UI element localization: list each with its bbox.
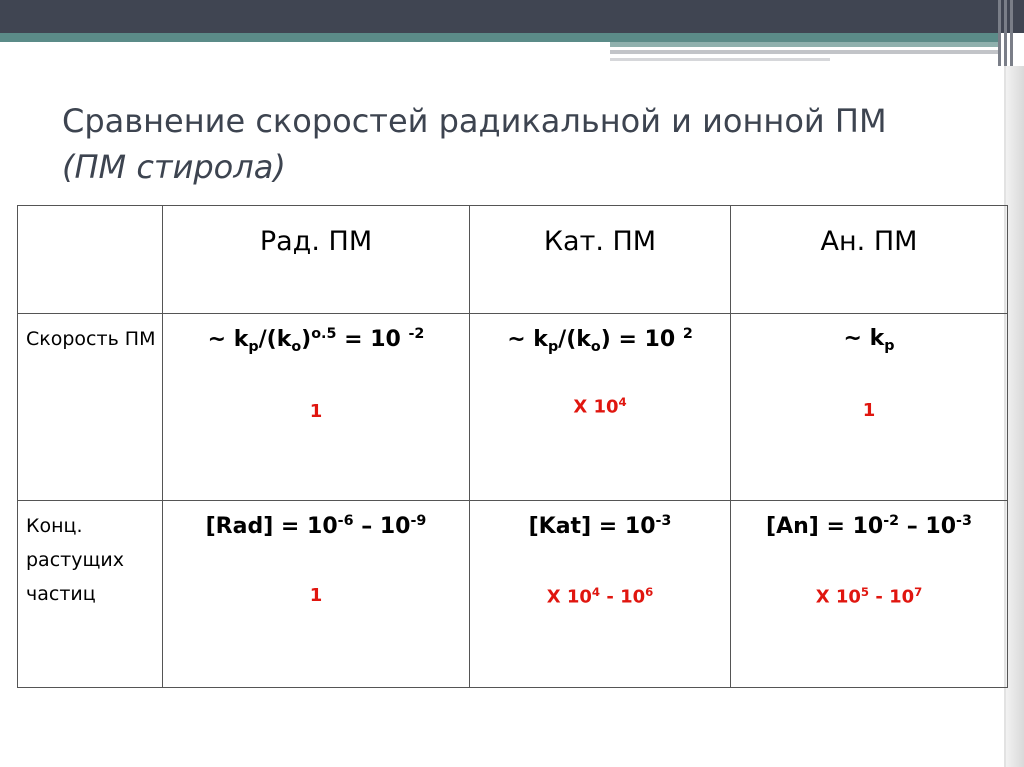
comparison-table [17,205,1008,688]
header-accent-bar [0,33,1000,42]
header-gray-stripe-short [610,58,830,61]
header-bar [0,0,1024,33]
table-row [18,314,1008,501]
cell-rate-radical [163,314,470,501]
cell-rate-cationic [470,314,731,501]
slide-title [62,98,992,190]
slide-right-shadow [1006,66,1024,767]
relative-rate-anionic: 1 [862,400,876,421]
formula-rate-radical: ~ $k_p/(k_o)^{o.5} = 10$ $^{-2}$ [207,326,425,355]
table-header-row [18,206,1008,314]
cell-conc-cationic [470,501,731,688]
formula-conc-radical: $[Rad] = 10^{-6} - 10^{-9}$ [205,513,427,539]
relative-rate-radical: 1 [309,400,323,422]
column-header-cationic: Кат. ПМ [470,206,731,314]
header-edge-line [1010,0,1013,66]
header-edge-line [998,0,1001,66]
header-gray-stripe [610,50,1000,54]
formula-rate-cationic: ~ $k_p/(k_o) = 10$ $^2$ [507,326,693,355]
formula-conc-anionic: $[An] = 10^{-2} - 10^{-3}$ [766,513,972,539]
table-corner-cell [18,206,163,314]
column-header-radical: Рад. ПМ [163,206,470,314]
formula-conc-cationic: $[Kat] = 10^{-3}$ [528,513,672,539]
row-label-rate: Скорость ПМ [18,314,163,501]
relative-rate-cationic: X $10^4$ [573,394,627,418]
cell-conc-radical [163,501,470,688]
relative-conc-anionic: X $10^5 - 10^7$ [815,584,923,608]
relative-conc-radical: 1 [309,584,323,606]
row-label-concentration: Конц. растущих частиц [18,501,163,688]
header-edge-line [1004,0,1007,66]
slide-subtitle: (ПМ стирола) [62,148,286,186]
slide-title-line: Сравнение скоростей радикальной и ионной ПМ [62,102,887,140]
formula-rate-anionic: ~ $k_p$ [843,326,895,354]
cell-rate-anionic [731,314,1008,501]
column-header-anionic: Ан. ПМ [731,206,1008,314]
header-accent-stripe [610,42,1000,47]
cell-conc-anionic [731,501,1008,688]
relative-conc-cationic: X $10^4 - 10^6$ [546,584,654,608]
table-row [18,501,1008,688]
